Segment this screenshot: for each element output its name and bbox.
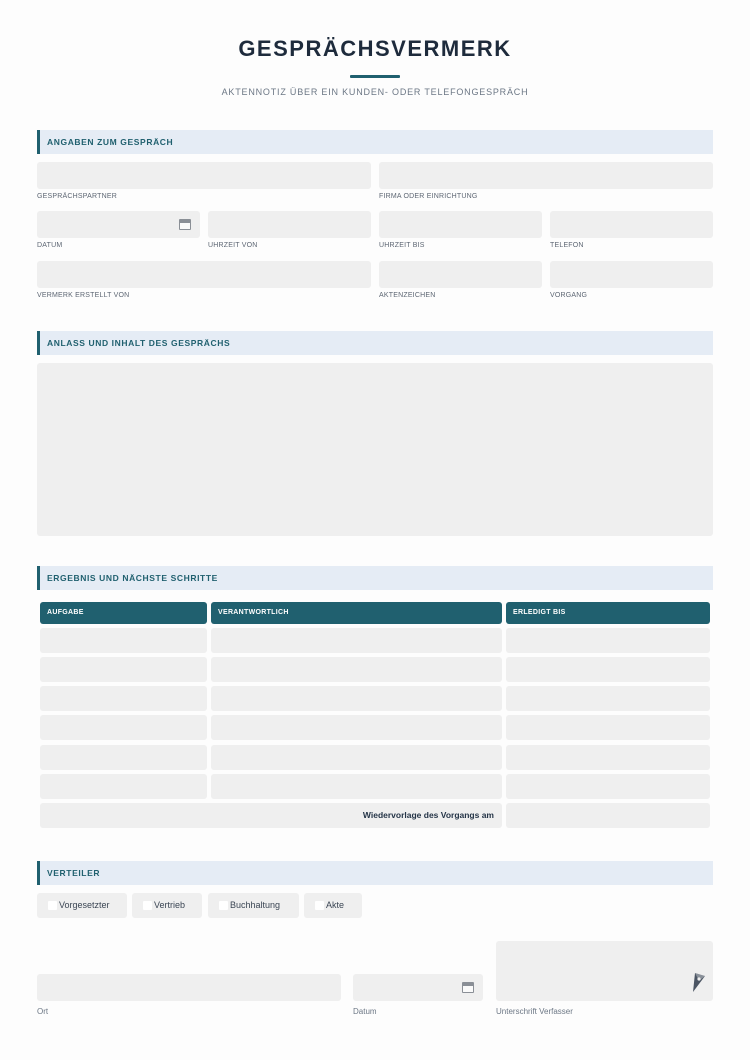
- calendar-icon[interactable]: [462, 982, 474, 993]
- file-number-label: AKTENZEICHEN: [379, 292, 436, 299]
- responsible-cell[interactable]: [211, 657, 502, 682]
- pen-nib-icon: [690, 970, 706, 994]
- column-header-due: ERLEDIGT BIS: [506, 602, 710, 624]
- partner-field[interactable]: [37, 162, 371, 189]
- signature-date-field[interactable]: [353, 974, 483, 1001]
- created-by-field[interactable]: [37, 261, 371, 288]
- place-label: Ort: [37, 1007, 49, 1016]
- task-cell[interactable]: [40, 628, 207, 653]
- signature-date-label: Datum: [353, 1007, 377, 1016]
- created-by-label: VERMERK ERSTELLT VON: [37, 292, 130, 299]
- title-underline: [350, 75, 400, 78]
- task-cell[interactable]: [40, 657, 207, 682]
- checkbox-box[interactable]: [315, 901, 324, 910]
- process-field[interactable]: [550, 261, 713, 288]
- due-cell[interactable]: [506, 686, 710, 711]
- checkbox-box[interactable]: [219, 901, 228, 910]
- column-header-task: AUFGABE: [40, 602, 207, 624]
- checkbox-label: Buchhaltung: [230, 900, 281, 910]
- resubmission-date-field[interactable]: [506, 803, 710, 828]
- checkbox-akte[interactable]: [304, 893, 362, 918]
- signature-field[interactable]: [496, 941, 713, 1001]
- time-from-field[interactable]: [208, 211, 371, 238]
- date-label: DATUM: [37, 242, 63, 249]
- company-field[interactable]: [379, 162, 713, 189]
- page-subtitle: AKTENNOTIZ ÜBER EIN KUNDEN- ODER TELEFONGESPRÄCH: [221, 87, 529, 97]
- calendar-icon[interactable]: [179, 219, 191, 230]
- responsible-cell[interactable]: [211, 774, 502, 799]
- signature-label: Unterschrift Verfasser: [496, 1007, 573, 1016]
- checkbox-buchhaltung[interactable]: [208, 893, 299, 918]
- time-to-label: UHRZEIT BIS: [379, 242, 425, 249]
- section-header-conversation-details: ANGABEN ZUM GESPRÄCH: [37, 130, 713, 154]
- time-from-label: UHRZEIT VON: [208, 242, 258, 249]
- checkbox-label: Vorgesetzter: [59, 900, 110, 910]
- checkbox-label: Vertrieb: [154, 900, 186, 910]
- checkbox-box[interactable]: [48, 901, 57, 910]
- responsible-cell[interactable]: [211, 686, 502, 711]
- responsible-cell[interactable]: [211, 715, 502, 740]
- conversation-content-textarea[interactable]: [37, 363, 713, 536]
- checkbox-vertrieb[interactable]: [132, 893, 202, 918]
- due-cell[interactable]: [506, 774, 710, 799]
- column-header-responsible: VERANTWORTLICH: [211, 602, 502, 624]
- section-header-results: ERGEBNIS UND NÄCHSTE SCHRITTE: [37, 566, 713, 590]
- date-field[interactable]: [37, 211, 200, 238]
- section-header-distribution: VERTEILER: [37, 861, 713, 885]
- due-cell[interactable]: [506, 657, 710, 682]
- file-number-field[interactable]: [379, 261, 542, 288]
- phone-field[interactable]: [550, 211, 713, 238]
- phone-label: TELEFON: [550, 242, 584, 249]
- checkbox-vorgesetzter[interactable]: [37, 893, 127, 918]
- company-label: FIRMA ODER EINRICHTUNG: [379, 193, 478, 200]
- task-cell[interactable]: [40, 774, 207, 799]
- responsible-cell[interactable]: [211, 628, 502, 653]
- resubmission-label: Wiedervorlage des Vorgangs am: [40, 803, 502, 828]
- responsible-cell[interactable]: [211, 745, 502, 770]
- partner-label: GESPRÄCHSPARTNER: [37, 193, 117, 200]
- task-cell[interactable]: [40, 686, 207, 711]
- section-header-reason-content: ANLASS UND INHALT DES GESPRÄCHS: [37, 331, 713, 355]
- due-cell[interactable]: [506, 628, 710, 653]
- task-cell[interactable]: [40, 715, 207, 740]
- page-title: GESPRÄCHSVERMERK: [238, 36, 512, 61]
- task-cell[interactable]: [40, 745, 207, 770]
- due-cell[interactable]: [506, 715, 710, 740]
- checkbox-label: Akte: [326, 900, 345, 910]
- process-label: VORGANG: [550, 292, 588, 299]
- place-field[interactable]: [37, 974, 341, 1001]
- checkbox-box[interactable]: [143, 901, 152, 910]
- due-cell[interactable]: [506, 745, 710, 770]
- time-to-field[interactable]: [379, 211, 542, 238]
